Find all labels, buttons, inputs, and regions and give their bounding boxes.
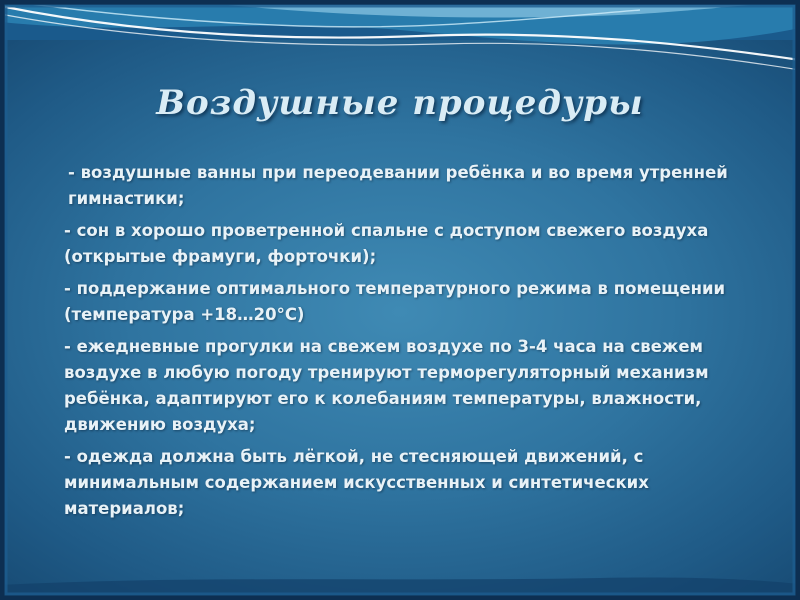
list-item: - поддержание оптимального температурного режима в помещении (температура +18…20°С) bbox=[64, 279, 726, 324]
bullet-list bbox=[64, 160, 754, 528]
list-item: - ежедневные прогулки на свежем воздухе по 3-4 часа на свежем воздухе в любую погоду тренируют терморегуляторный механизм ребёнка, адаптируют его к колебаниям температуры, влажности, движению воздуха; bbox=[64, 337, 709, 434]
list-item: - сон в хорошо проветренной спальне с доступом свежего воздуха (открытые фрамуги, форточки); bbox=[64, 221, 709, 266]
list-item: - воздушные ванны при переодевании ребёнка и во время утренней гимнастики; bbox=[68, 163, 728, 208]
slide-title: Воздушные процедуры bbox=[156, 83, 644, 123]
list-item: - одежда должна быть лёгкой, не стесняющей движений, с минимальным содержанием искусственных и синтетических материалов; bbox=[64, 447, 649, 518]
